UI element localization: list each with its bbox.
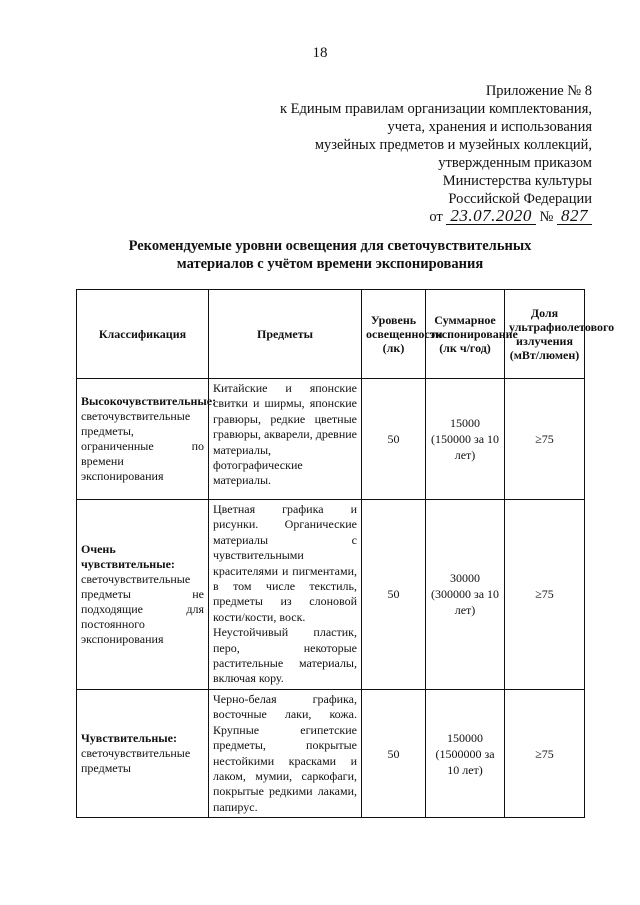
classification-cell (77, 689, 209, 817)
items-cell (209, 500, 362, 690)
header-total-exposure: Суммарное экспонирование (лк ч/год) (426, 290, 505, 379)
items-text-continued: Неустойчивый пластик, перо, некоторые растительные материалы, включая кору. (213, 625, 357, 686)
total-exposure-cell: 30000 (300000 за 10 лет) (426, 500, 505, 690)
classification-cell (77, 500, 209, 690)
table-row (77, 379, 585, 500)
title-line-1: Рекомендуемые уровни освещения для светочувствительных (128, 238, 532, 254)
classification-description: светочувствительные предметы (81, 746, 191, 775)
uv-share-cell: ≥75 (505, 689, 585, 817)
header-items: Предметы (209, 290, 362, 379)
order-date-handwritten: 23.07.2020 (446, 208, 536, 225)
uv-share-cell: ≥75 (505, 379, 585, 500)
classification-title: Очень чувствительные: (81, 541, 175, 571)
illumination-level-cell: 50 (362, 379, 426, 500)
page-number: 18 (312, 45, 328, 61)
appendix-header (172, 82, 592, 226)
uv-share-cell: ≥75 (505, 500, 585, 690)
table-header-row (77, 290, 585, 379)
illumination-level-cell: 50 (362, 500, 426, 690)
appendix-line: утвержденным приказом (438, 155, 592, 171)
illumination-level-cell: 50 (362, 689, 426, 817)
order-number-label: № (539, 209, 554, 225)
order-prefix: от (429, 209, 443, 225)
table-row (77, 689, 585, 817)
header-classification: Классификация (77, 290, 209, 379)
appendix-line: Приложение № 8 (485, 83, 592, 99)
appendix-line: Российской Федерации (448, 191, 592, 207)
classification-title: Чувствительные: (81, 731, 177, 745)
title-line-2: материалов с учётом времени экспонирования (176, 256, 484, 272)
classification-cell (77, 379, 217, 500)
header-uv-share: Доля ультрафиолетового излучения (мВт/люмен) (505, 290, 585, 379)
items-text: Цветная графика и рисунки. Органические материалы с чувствительными красителями и пигментами, в том числе текстиль, предметы из слоновой кости/кости, воск. (213, 502, 357, 624)
appendix-line: Министерства культуры (442, 173, 592, 189)
appendix-line: учета, хранения и использования (387, 119, 592, 135)
order-number-handwritten: 827 (557, 208, 592, 225)
total-exposure-cell: 15000 (150000 за 10 лет) (426, 379, 505, 500)
items-cell: Китайские и японские свитки и ширмы, японские гравюры, редкие цветные гравюры, акварели, древние материалы, фотографические материалы. (209, 379, 362, 500)
table-row (77, 500, 585, 690)
classification-title: Высокочувствительные: (81, 394, 217, 408)
classification-description: светочувствительные предметы не подходящие для постоянного экспонирования (81, 571, 204, 646)
lighting-levels-table (76, 289, 615, 818)
total-exposure-cell: 150000 (1500000 за 10 лет) (426, 689, 505, 817)
header-illumination-level: Уровень освещенности (лк) (362, 290, 426, 379)
appendix-line: к Единым правилам организации комплектования, (279, 101, 592, 117)
items-cell: Черно-белая графика, восточные лаки, кожа. Крупные египетские предметы, покрытые нестойкими красками и лаком, мумии, саркофаги, покрытые редкими лаками, папирус. (209, 689, 362, 817)
document-title (60, 237, 600, 273)
classification-description: светочувствительные предметы, ограниченные по времени экспонирования (81, 409, 204, 483)
order-line (172, 208, 592, 226)
appendix-line: музейных предметов и музейных коллекций, (314, 137, 592, 153)
